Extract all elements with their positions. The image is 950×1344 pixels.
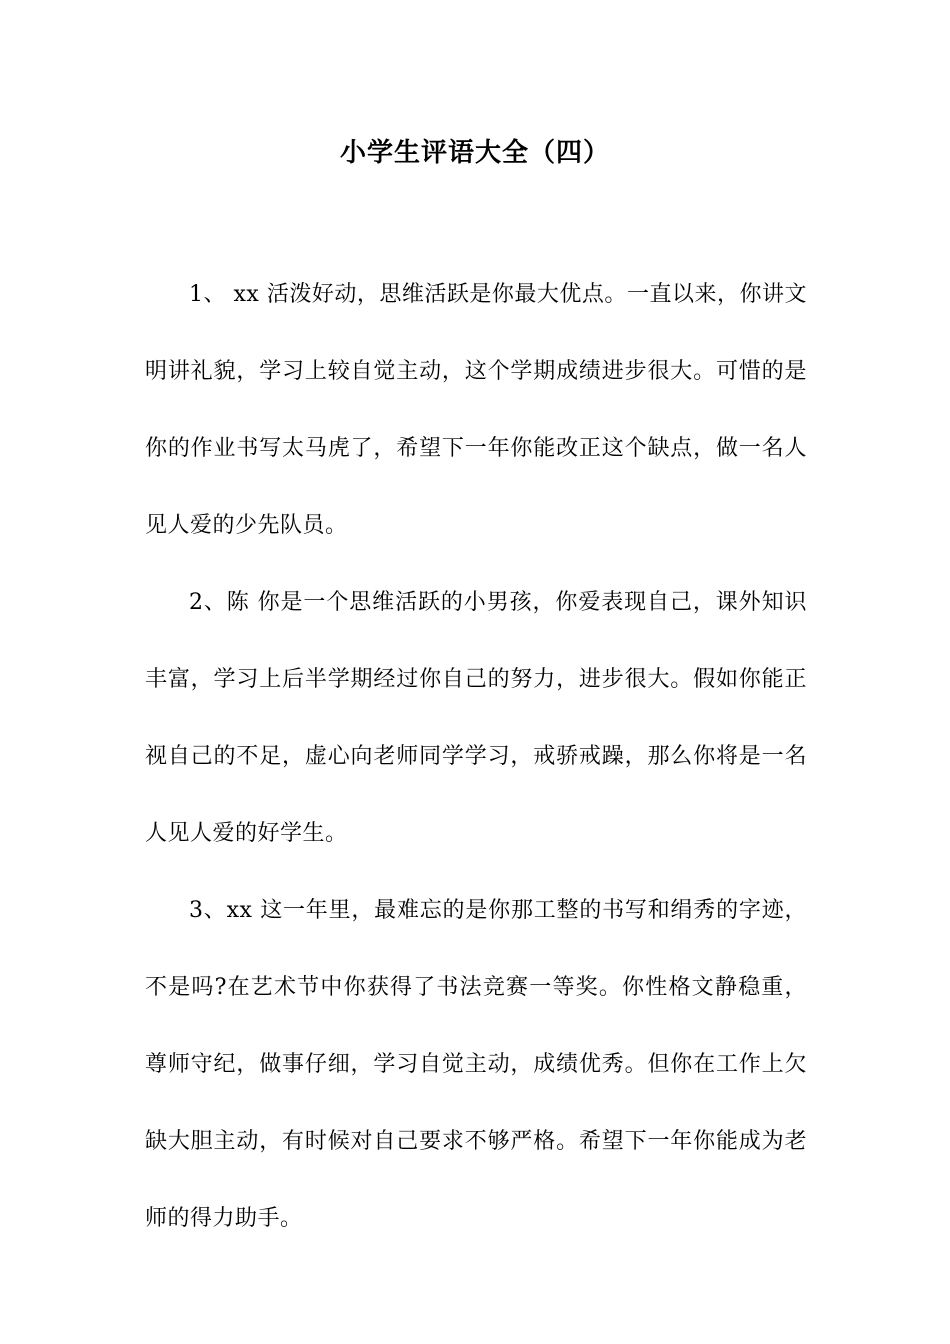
comment-paragraph-1: 1、 xx 活泼好动，思维活跃是你最大优点。一直以来，你讲文明讲礼貌，学习上较自觉主动，这个学期成绩进步很大。可惜的是你的作业书写太马虎了，希望下一年你能改正这个缺点，做一名人见人爱的少先队员。 (145, 282, 807, 538)
comment-paragraph-2: 2、陈 你是一个思维活跃的小男孩，你爱表现自己，课外知识丰富，学习上后半学期经过你自己的努力，进步很大。假如你能正视自己的不足，虚心向老师同学学习，戒骄戒躁，那么你将是一名人见人爱的好学生。 (145, 590, 807, 846)
document-title: 小学生评语大全（四） (339, 138, 610, 168)
comment-paragraph-3: 3、xx 这一年里，最难忘的是你那工整的书写和绢秀的字迹，不是吗?在艺术节中你获得了书法竞赛一等奖。你性格文静稳重，尊师守纪，做事仔细，学习自觉主动，成绩优秀。但你在工作上欠缺大胆主动，有时候对自己要求不够严格。希望下一年你能成为老师的得力助手。 (145, 898, 807, 1231)
document-body (145, 256, 807, 1257)
